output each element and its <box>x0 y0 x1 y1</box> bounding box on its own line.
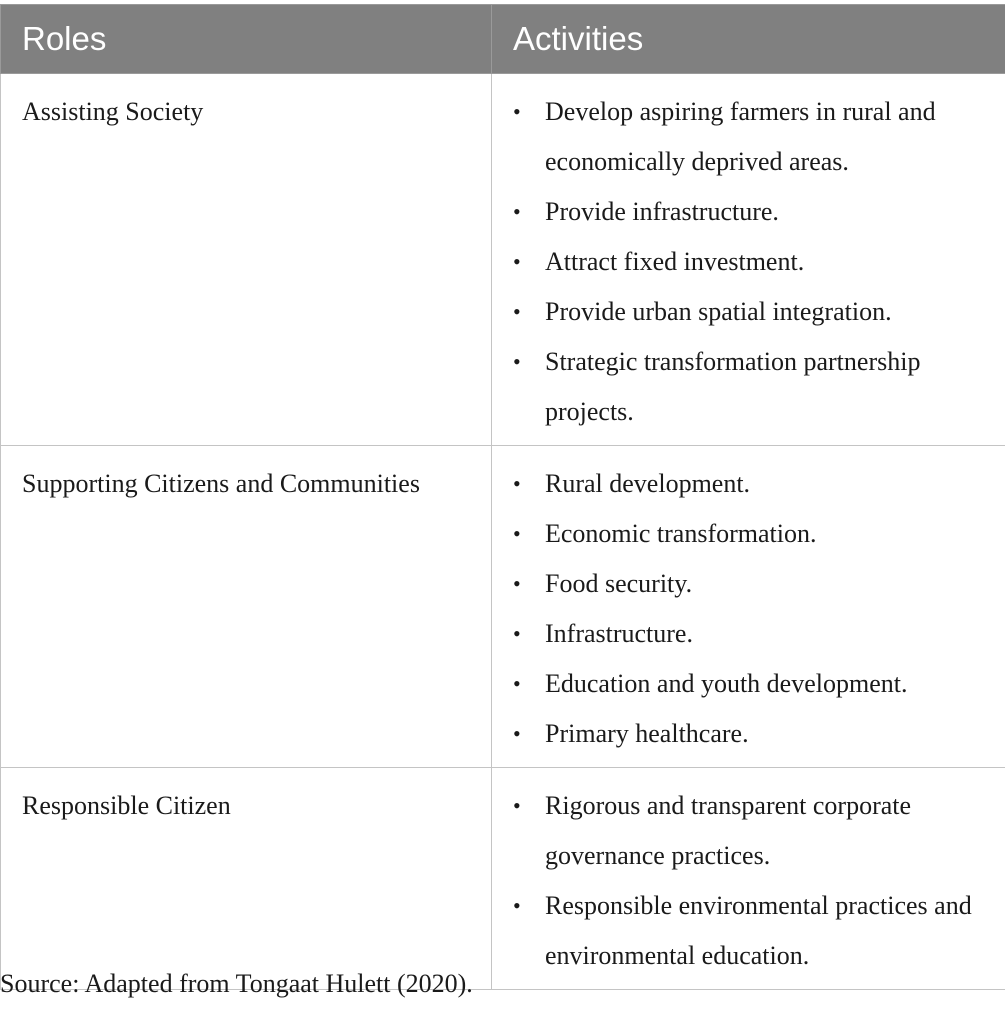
list-item <box>492 881 1005 981</box>
list-item <box>492 609 1005 659</box>
list-item <box>492 287 1005 337</box>
bullet-icon: • <box>513 349 521 374</box>
activities-list <box>492 781 1005 981</box>
activity-text: Provide infrastructure. <box>545 197 779 226</box>
activities-cell <box>492 446 1005 768</box>
table-body <box>1 74 1005 990</box>
bullet-icon: • <box>513 671 521 696</box>
bullet-icon: • <box>513 99 521 124</box>
list-item <box>492 459 1005 509</box>
activity-text: Education and youth development. <box>545 669 908 698</box>
activities-list <box>492 87 1005 437</box>
header-row <box>1 5 1005 74</box>
activity-text: Develop aspiring farmers in rural and economically deprived areas. <box>545 97 936 176</box>
list-item <box>492 659 1005 709</box>
bullet-icon: • <box>513 471 521 496</box>
activity-text: Rural development. <box>545 469 751 498</box>
activity-text: Responsible environmental practices and environmental education. <box>545 891 972 970</box>
activity-text: Attract fixed investment. <box>545 247 805 276</box>
role-cell: Responsible Citizen <box>1 768 492 990</box>
list-item <box>492 187 1005 237</box>
roles-column-header: Roles <box>1 5 492 74</box>
activity-text: Economic transformation. <box>545 519 817 548</box>
list-item <box>492 337 1005 437</box>
bullet-icon: • <box>513 793 521 818</box>
table-header <box>1 5 1005 74</box>
activity-text: Provide urban spatial integration. <box>545 297 892 326</box>
list-item <box>492 559 1005 609</box>
activities-list <box>492 459 1005 759</box>
activity-text: Food security. <box>545 569 693 598</box>
activity-text: Rigorous and transparent corporate governance practices. <box>545 791 912 870</box>
activity-text: Primary healthcare. <box>545 719 749 748</box>
bullet-icon: • <box>513 721 521 746</box>
role-cell: Supporting Citizens and Communities <box>1 446 492 768</box>
list-item <box>492 781 1005 881</box>
bullet-icon: • <box>513 893 521 918</box>
table-row <box>1 768 1005 990</box>
activities-cell <box>492 74 1005 446</box>
roles-activities-table-container <box>0 4 1005 990</box>
list-item <box>492 237 1005 287</box>
table-row <box>1 446 1005 768</box>
bullet-icon: • <box>513 199 521 224</box>
bullet-icon: • <box>513 571 521 596</box>
role-cell: Assisting Society <box>1 74 492 446</box>
bullet-icon: • <box>513 521 521 546</box>
list-item <box>492 509 1005 559</box>
source-note: Source: Adapted from Tongaat Hulett (2020). <box>0 969 473 998</box>
activities-column-header: Activities <box>492 5 1005 74</box>
roles-activities-table <box>0 4 1005 990</box>
list-item <box>492 87 1005 187</box>
activity-text: Strategic transformation partnership projects. <box>545 347 921 426</box>
activity-text: Infrastructure. <box>545 619 693 648</box>
list-item <box>492 709 1005 759</box>
bullet-icon: • <box>513 299 521 324</box>
activities-cell <box>492 768 1005 990</box>
bullet-icon: • <box>513 621 521 646</box>
table-row <box>1 74 1005 446</box>
bullet-icon: • <box>513 249 521 274</box>
